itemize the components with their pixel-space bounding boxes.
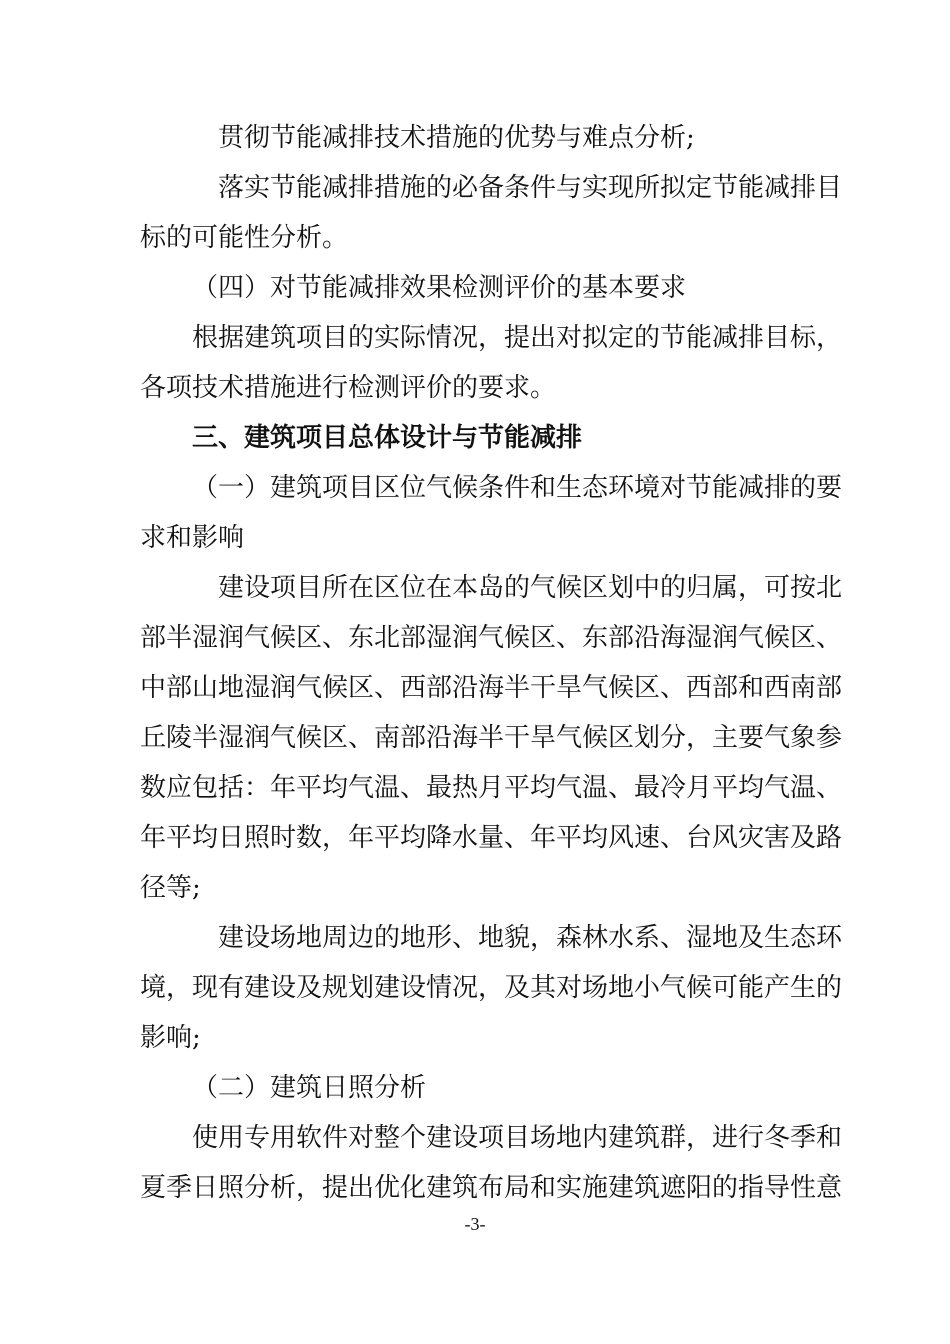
text-line: 径等; [140,873,201,903]
section-heading: （一）建筑项目区位气候条件和生态环境对节能减排的要 [192,473,843,503]
chapter-heading: 三、建筑项目总体设计与节能减排 [192,423,583,453]
text-line: 部半湿润气候区、东北部湿润气候区、东部沿海湿润气候区、 [140,623,843,653]
text-line: 根据建筑项目的实际情况，提出对拟定的节能减排目标， [192,323,843,353]
page-number: -3- [464,1214,486,1234]
section-heading: （四）对节能减排效果检测评价的基本要求 [192,273,687,303]
text-line: 境，现有建设及规划建设情况，及其对场地小气候可能产生的 [140,973,843,1003]
text-line: 使用专用软件对整个建设项目场地内建筑群，进行冬季和 [192,1123,843,1153]
section-heading: 求和影响 [140,523,245,553]
text-line: 中部山地湿润气候区、西部沿海半干旱气候区、西部和西南部 [140,673,843,703]
text-line: 丘陵半湿润气候区、南部沿海半干旱气候区划分，主要气象参 [140,723,843,753]
text-line: 贯彻节能减排技术措施的优势与难点分析; [218,123,695,153]
text-line: 各项技术措施进行检测评价的要求。 [140,373,557,403]
text-line: 夏季日照分析，提出优化建筑布局和实施建筑遮阳的指导性意 [140,1173,843,1203]
text-line: 建设场地周边的地形、地貌，森林水系、湿地及生态环 [218,923,843,953]
text-line: 影响; [140,1023,201,1053]
text-line: 建设项目所在区位在本岛的气候区划中的归属，可按北 [218,573,843,603]
section-heading: （二）建筑日照分析 [192,1073,427,1103]
text-line: 数应包括：年平均气温、最热月平均气温、最冷月平均气温、 [140,773,843,803]
text-line: 标的可能性分析。 [140,223,349,253]
text-line: 落实节能减排措施的必备条件与实现所拟定节能减排目 [218,173,843,203]
text-line: 年平均日照时数，年平均降水量、年平均风速、台风灾害及路 [140,823,843,853]
